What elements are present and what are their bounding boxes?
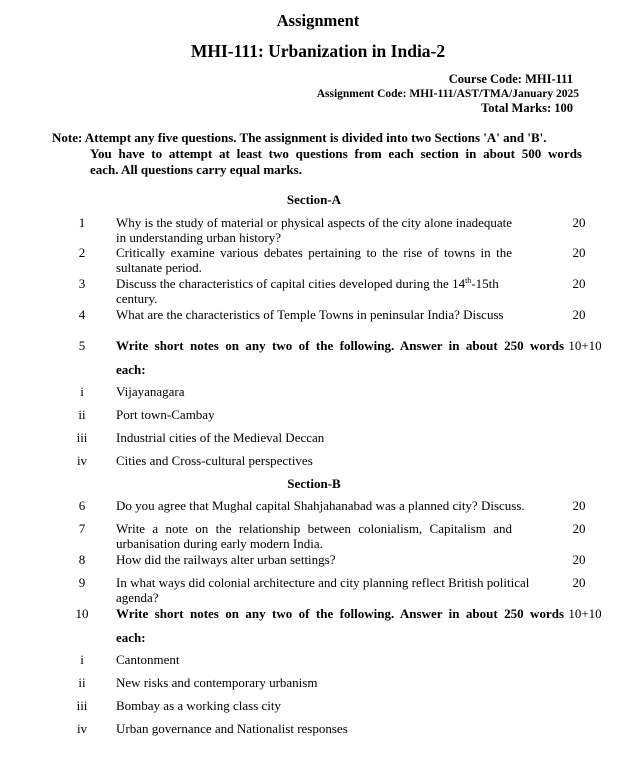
subitem-number: iii — [76, 430, 88, 445]
subitem-number: iii — [76, 698, 88, 713]
question-marks: 20 — [572, 552, 586, 567]
subitem-text: Cantonment — [116, 652, 180, 667]
question-text: Critically examine various debates pertaining to the rise of towns in the sultanate period. — [116, 245, 512, 275]
section-a-heading: Section-A — [286, 192, 342, 207]
subitem-text: New risks and contemporary urbanism — [116, 675, 318, 690]
instructions-note — [52, 130, 582, 178]
question-marks: 20 — [572, 215, 586, 230]
question-marks: 20 — [572, 276, 586, 291]
subitem-number: ii — [78, 675, 86, 690]
question-marks: 10+10 — [568, 338, 602, 353]
note-line-2: You have to attempt at least two questions from each section in about 500 words — [90, 146, 582, 161]
subitem-text: Bombay as a working class city — [116, 698, 281, 713]
question-marks: 20 — [572, 245, 586, 260]
question-marks: 20 — [572, 498, 586, 513]
question-number: 9 — [78, 575, 86, 590]
subitem-text: Vijayanagara — [116, 384, 185, 399]
question-marks: 20 — [572, 575, 586, 590]
question-text: Why is the study of material or physical aspects of the city alone inadequate in understanding urban history? — [116, 215, 513, 245]
section-b-heading: Section-B — [287, 476, 341, 491]
subitem-number: i — [80, 384, 84, 399]
question-text: Write short notes on any two of the following. Answer in about 250 words — [116, 338, 564, 353]
question-text-continued: each: — [116, 362, 146, 377]
subitem-text: Cities and Cross-cultural perspectives — [116, 453, 313, 468]
question-marks: 20 — [572, 521, 586, 536]
total-marks: Total Marks: 100 — [481, 101, 573, 115]
question-text: Write a note on the relationship between colonialism, Capitalism and urbanisation during early modern India. — [116, 521, 512, 551]
subitem-number: ii — [78, 407, 86, 422]
superscript: th — [465, 276, 472, 285]
note-line-3: each. All questions carry equal marks. — [90, 162, 302, 177]
question-number: 8 — [78, 552, 86, 567]
question-number: 6 — [78, 498, 86, 513]
course-title: MHI-111: Urbanization in India-2 — [190, 41, 446, 61]
question-marks: 20 — [572, 307, 586, 322]
question-text: How did the railways alter urban settings? — [116, 552, 336, 567]
page-title: Assignment — [276, 11, 360, 30]
subitem-text: Urban governance and Nationalist responses — [116, 721, 348, 736]
assignment-code: Assignment Code: MHI-111/AST/TMA/January 2025 — [316, 88, 579, 100]
question-number: 7 — [78, 521, 86, 536]
question-number: 1 — [78, 215, 86, 230]
subitem-number: iv — [76, 721, 88, 736]
question-text: Write short notes on any two of the following. Answer in about 250 words — [116, 606, 564, 621]
subitem-number: iv — [76, 453, 88, 468]
question-number: 4 — [78, 307, 86, 322]
note-line-1: Note: Attempt any five questions. The assignment is divided into two Sections 'A' and 'B'. — [52, 130, 547, 145]
question-number: 2 — [78, 245, 86, 260]
question-number: 10 — [75, 606, 89, 621]
course-code: Course Code: MHI-111 — [448, 72, 573, 86]
subitem-text: Industrial cities of the Medieval Deccan — [116, 430, 325, 445]
question-text-continued: each: — [116, 630, 146, 645]
question-text: In what ways did colonial architecture and city planning reflect British political agenda? — [116, 575, 530, 605]
question-number: 3 — [78, 276, 86, 291]
question-text: Do you agree that Mughal capital Shahjahanabad was a planned city? Discuss. — [116, 498, 525, 513]
subitem-text: Port town-Cambay — [116, 407, 215, 422]
subitem-number: i — [80, 652, 84, 667]
question-text: Discuss the characteristics of capital cities developed during the 14th-15th century. — [116, 276, 499, 306]
question-text: What are the characteristics of Temple Towns in peninsular India? Discuss — [116, 307, 504, 322]
question-number: 5 — [78, 338, 86, 353]
question-marks: 10+10 — [568, 606, 602, 621]
